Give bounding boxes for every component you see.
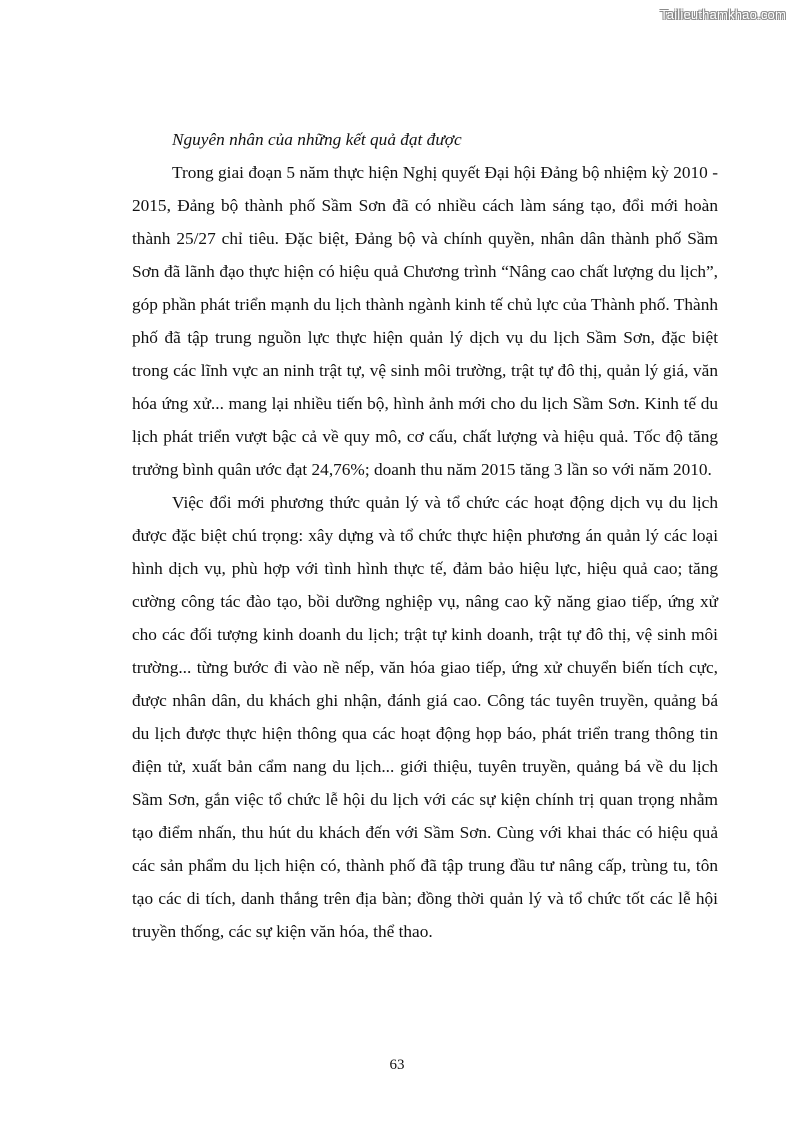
watermark: Tailieuthamkhao.com xyxy=(660,7,786,22)
page-number: 63 xyxy=(389,1057,405,1073)
paragraph-1: Trong giai đoạn 5 năm thực hiện Nghị quyết Đại hội Đảng bộ nhiệm kỳ 2010 - 2015, Đảng bộ thành phố Sầm Sơn đã có nhiều cách làm sáng tạo, đổi mới hoàn thành 25/27 chỉ tiêu. Đặc biệt, Đảng bộ và chính quyền, nhân dân thành phố Sầm Sơn đã lãnh đạo thực hiện có hiệu quả Chương trình “Nâng cao chất lượng du lịch”, góp phần phát triển mạnh du lịch thành ngành kinh tế chủ lực của Thành phố. Thành phố đã tập trung nguồn lực thực hiện quản lý dịch vụ du lịch Sầm Sơn, đặc biệt trong các lĩnh vực an ninh trật tự, vệ sinh môi trường, trật tự đô thị, quản lý giá, văn hóa ứng xử... mang lại nhiều tiến bộ, hình ảnh mới cho du lịch Sầm Sơn. Kinh tế du lịch phát triển vượt bậc cả về quy mô, cơ cấu, chất lượng và hiệu quả. Tốc độ tăng trưởng bình quân ước đạt 24,76%; doanh thu năm 2015 tăng 3 lần so với năm 2010. xyxy=(132,163,718,479)
paragraph-2: Việc đổi mới phương thức quản lý và tổ chức các hoạt động dịch vụ du lịch được đặc biệt chú trọng: xây dựng và tổ chức thực hiện phương án quản lý các loại hình dịch vụ, phù hợp với tình hình thực tế, đảm bảo hiệu lực, hiệu quả cao; tăng cường công tác đào tạo, bồi dưỡng nghiệp vụ, nâng cao kỹ năng giao tiếp, ứng xử cho các đối tượng kinh doanh du lịch; trật tự kinh doanh, trật tự đô thị, vệ sinh môi trường... từng bước đi vào nề nếp, văn hóa giao tiếp, ứng xử chuyển biến tích cực, được nhân dân, du khách ghi nhận, đánh giá cao. Công tác tuyên truyền, quảng bá du lịch được thực hiện thông qua các hoạt động họp báo, phát triển trang thông tin điện tử, xuất bản cẩm nang du lịch... giới thiệu, tuyên truyền, quảng bá về du lịch Sầm Sơn, gắn việc tổ chức lễ hội du lịch với các sự kiện chính trị quan trọng nhằm tạo điểm nhấn, thu hút du khách đến với Sầm Sơn. Cùng với khai thác có hiệu quả các sản phẩm du lịch hiện có, thành phố đã tập trung đầu tư nâng cấp, trùng tu, tôn tạo các di tích, danh thắng trên địa bàn; đồng thời quản lý và tổ chức tốt các lễ hội truyền thống, các sự kiện văn hóa, thể thao. xyxy=(132,493,718,941)
section-heading: Nguyên nhân của những kết quả đạt được xyxy=(172,130,462,149)
document-body xyxy=(132,123,718,948)
